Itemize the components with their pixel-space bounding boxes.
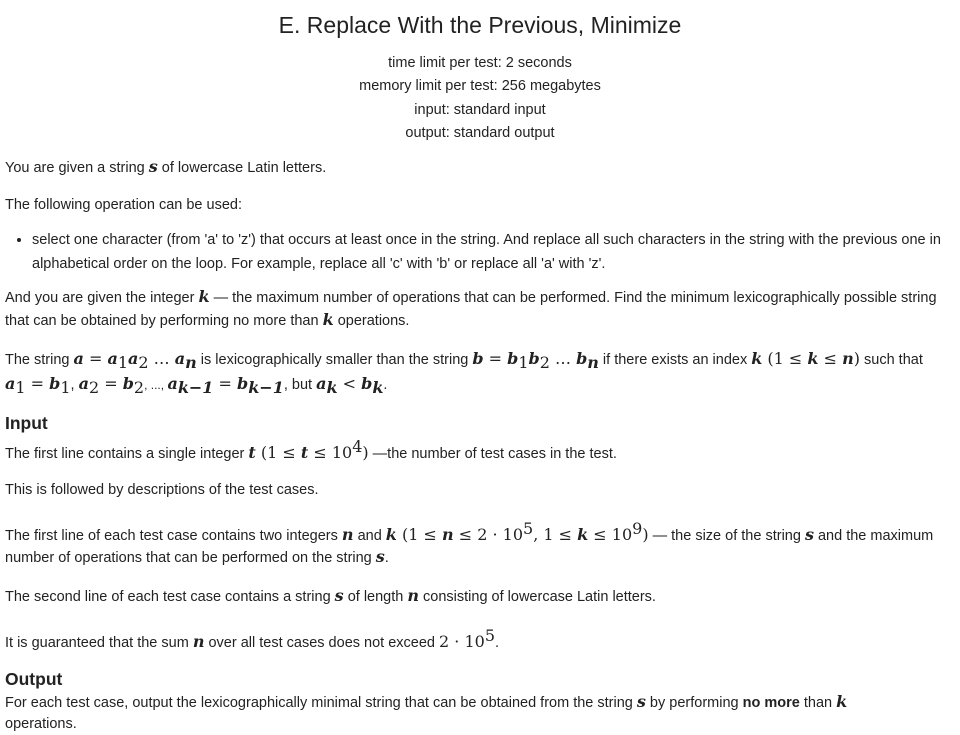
input-paragraph-2: This is followed by descriptions of the test cases. bbox=[5, 481, 319, 498]
input-paragraph-1: The first line contains a single integer t $(1 \le t \le 10^4)$ —the number of test cases in the test. bbox=[5, 436, 617, 462]
time-limit: time limit per test: 2 seconds bbox=[388, 55, 572, 71]
legend-paragraph-3: And you are given the integer k — the maximum number of operations that can be performed. Find the minimum lexicographically possible string that can be obtained by performing no more than k operations. bbox=[5, 287, 937, 329]
input-spec: input: standard input bbox=[414, 101, 546, 118]
list-item: • select one character (from 'a' to 'z') that occurs at least once in the string. And replace all such characters in the string with the previous one in alphabetical order on the loop. For example, replace all 'c' with 'b' or replace all 'a' with 'z'. bbox=[32, 228, 954, 276]
memory-limit: memory limit per test: 256 megabytes bbox=[359, 78, 601, 95]
output-section-title: Output bbox=[5, 669, 63, 690]
output-paragraph-1: For each test case, output the lexicographically minimal string that can be obtained from the string s by performing no more than k operations. bbox=[5, 692, 848, 733]
problem-header bbox=[0, 0, 960, 145]
legend-paragraph-2: The following operation can be used: bbox=[5, 197, 242, 213]
input-paragraph-5: It is guaranteed that the sum n over all test cases does not exceed $2 \cdot 10^5$. bbox=[5, 626, 500, 652]
output-spec: output: standard output bbox=[405, 124, 555, 141]
legend-paragraph-4: The string $a = a_1a_2$ … $a_n$ is lexicographically smaller than the string $b = b_1b_2$ … $b_n$ if there exists an index k (1 ≤ k ≤ n) such that $a_1 = b_1$, $a_2 = b_2$, ..., $a_{k-1} = b_{k-1}$, but $a_k < b_k$. bbox=[5, 349, 923, 397]
input-paragraph-4: The second line of each test case contains a string s of length n consisting of lowercase Latin letters. bbox=[5, 586, 656, 606]
input-section-title: Input bbox=[5, 412, 48, 433]
input-paragraph-3: The first line of each test case contains two integers n and k ($1 \le n \le 2 \cdot 10^5$, $1 \le k \le 10^9$) — the size of the string s and the maximum number of operations that can be performed on the string s. bbox=[5, 518, 934, 567]
operation-list bbox=[5, 228, 954, 276]
problem-statement bbox=[5, 156, 954, 735]
problem-title: E. Replace With the Previous, Minimize bbox=[278, 12, 682, 38]
legend-paragraph-1: You are given a string s of lowercase Latin letters. bbox=[5, 157, 327, 176]
